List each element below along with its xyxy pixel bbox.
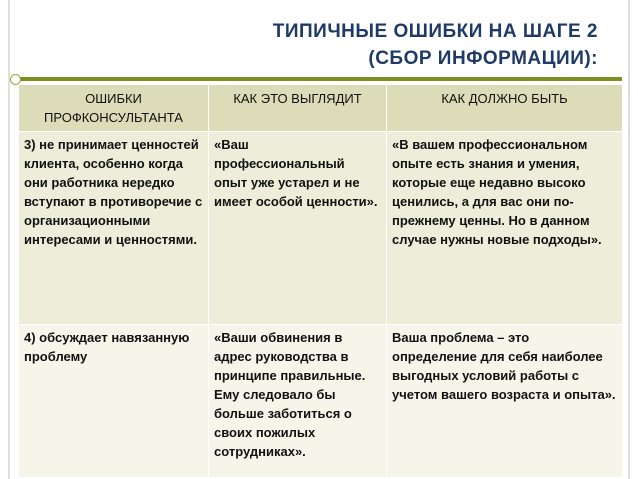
table-cell-how-it-should-be: Ваша проблема – это определение для себя наиболее выгодных условий работы с учетом вашего возраста и опыта». xyxy=(387,325,623,478)
slide-title-line-1: ТИПИЧНЫЕ ОШИБКИ НА ШАГЕ 2 xyxy=(272,21,598,42)
slide-title xyxy=(118,18,598,72)
title-divider xyxy=(18,77,622,81)
table-cell-how-it-looks: «Ваш профессиональный опыт уже устарел и не имеет особой ценности». xyxy=(209,132,387,325)
slide-title-line-2: (СБОР ИНФОРМАЦИИ): xyxy=(368,48,598,69)
header-cell-errors: ОШИБКИ ПРОФКОНСУЛЬТАНТА xyxy=(19,85,209,132)
table-cell-error: 3) не принимает ценностей клиента, особенно когда они работника нередко вступают в противоречие с организационными интересами и ценностями. xyxy=(19,132,209,325)
errors-table xyxy=(18,84,623,478)
header-cell-how-it-looks: КАК ЭТО ВЫГЛЯДИТ xyxy=(209,85,387,132)
table-cell-error: 4) обсуждает навязанную проблему xyxy=(19,325,209,478)
header-cell-how-it-should-be: КАК ДОЛЖНО БЫТЬ xyxy=(387,85,623,132)
slide-frame-right xyxy=(628,0,630,479)
table-header-row xyxy=(19,85,623,132)
table-cell-how-it-looks: «Ваши обвинения в адрес руководства в принципе правильные. Ему следовало бы больше заботиться о своих пожилых сотрудниках». xyxy=(209,325,387,478)
table-cell-how-it-should-be: «В вашем профессиональном опыте есть знания и умения, которые еще недавно высоко ценились, а для вас они по-прежнему ценны. Но в данном случае нужны новые подходы». xyxy=(387,132,623,325)
slide-frame-left xyxy=(8,0,10,479)
table-row xyxy=(19,325,623,478)
table-row xyxy=(19,132,623,325)
